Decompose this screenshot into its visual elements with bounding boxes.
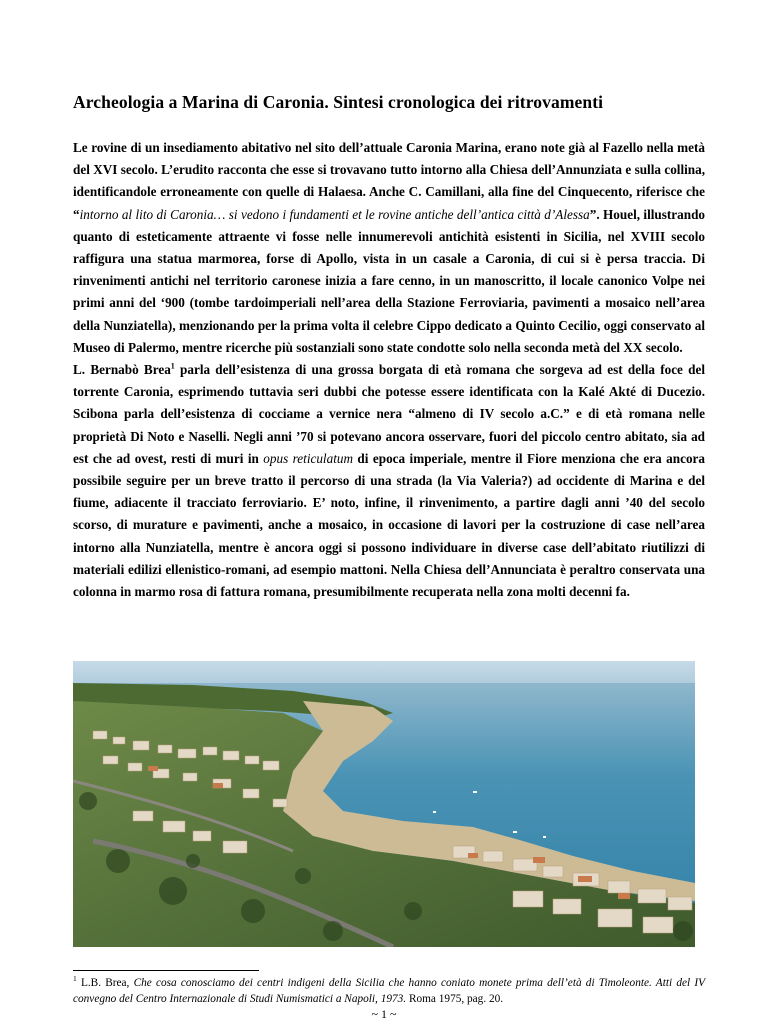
footnote-separator bbox=[73, 970, 259, 971]
paragraph-1-text-b: ”. Houel, illustrando quanto di esteticamente attraente vi fosse nelle innumerevoli antichità esistenti in Sicilia, nel XVIII secolo raffigura una statua marmorea, forse di Apollo, vista in un casale a Caronia, di cui si è persa traccia. Di rinvenimenti antichi nel territorio caronese inizia a fare cenno, in un manoscritto, il locale canonico Volpe nei primi anni del ‘900 (tombe tardoimperiali nell’area della Stazione Ferroviaria, pavimenti a mosaico nell’area della Nunziatella), menzionando per la prima volta il celebre Cippo dedicato a Quinto Cecilio, oggi conservato al Museo di Palermo, mentre ricerche più sostanziali sono state condotte solo nella seconda metà del XX secolo. bbox=[73, 206, 705, 355]
paragraph-1 bbox=[73, 137, 705, 359]
coastline-photo bbox=[73, 661, 695, 947]
body-text bbox=[73, 137, 705, 603]
paragraph-2-text-a: L. Bernabò Brea bbox=[73, 362, 171, 378]
footnote-reference[interactable]: 1 bbox=[170, 361, 175, 371]
footnote-number: 1 bbox=[73, 974, 77, 984]
paragraph-2-text-c: di epoca imperiale, mentre il Fiore menziona che era ancora possibile seguire per un breve tratto il percorso di una strada (la Via Valeria?) ad occidente di Marina e del fiume, adiacente il tracciato ferroviario. E’ noto, infine, il rinvenimento, a partire dagli anni ’40 del secolo scorso, di murature e pavimenti, anche a mosaico, in occasione di lavori per la costruzione di case nell’area intorno alla Nunziatella, mentre è ancora oggi si possono individuare in diverse case dell’abitato riutilizzi di materiali edilizi ellenistico-romani, ad esempio mattoni. Nella Chiesa dell’Annunciata è peraltro conservata una colonna in marmo rosa di fattura romana, presumibilmente recuperata nella zona molti decenni fa. bbox=[73, 450, 705, 600]
footnote-title: Che cosa conosciamo dei centri indigeni della Sicilia che hanno coniato monete prima dell’età di Timoleonte. Atti del IV convegno del Centro Internazionale di Studi Numismatici a Napoli, 1973. bbox=[73, 977, 705, 1005]
paragraph-1-text-a: Le rovine di un insediamento abitativo nel sito dell’attuale Caronia Marina, erano note già al Fazello nella metà del XVI secolo. L’erudito racconta che esse si trovavano tutto intorno alla Chiesa dell’Annunziata e sulla collina, identificandole erroneamente con quelle di Halaesa. Anche C. Camillani, alla fine del Cinquecento, riferisce che “ bbox=[73, 140, 705, 222]
paragraph-2-text-b: parla dell’esistenza di una grossa borgata di età romana che sorgeva ad est della foce del torrente Caronia, esprimendo tuttavia seri dubbi che potesse essere identificata con la Kalé Akté di Ducezio. Scibona parla dell’esistenza di cocciame a vernice nera “almeno di IV secolo a.C.” e di età romana nelle proprietà Di Noto e Naselli. Negli anni ’70 si potevano ancora osservare, fuori del piccolo centro abitato, sia ad est che ad ovest, resti di muri in bbox=[73, 362, 705, 466]
footnote-publication: Roma 1975, pag. 20. bbox=[406, 992, 504, 1005]
document-title: Archeologia a Marina di Caronia. Sintesi cronologica dei ritrovamenti bbox=[73, 92, 604, 112]
footnote-author: L.B. Brea, bbox=[76, 977, 134, 989]
paragraph-2 bbox=[73, 359, 705, 603]
page-number: ~ 1 ~ bbox=[371, 1007, 397, 1021]
coastline-photo-drawing bbox=[73, 661, 695, 947]
camillani-quote: intorno al lito di Caronia… si vedono i fundamenti et le rovine antiche dell’antica città d’Alessa bbox=[79, 206, 590, 222]
footnote bbox=[73, 976, 705, 1007]
opus-reticulatum-term: opus reticulatum bbox=[263, 450, 353, 466]
